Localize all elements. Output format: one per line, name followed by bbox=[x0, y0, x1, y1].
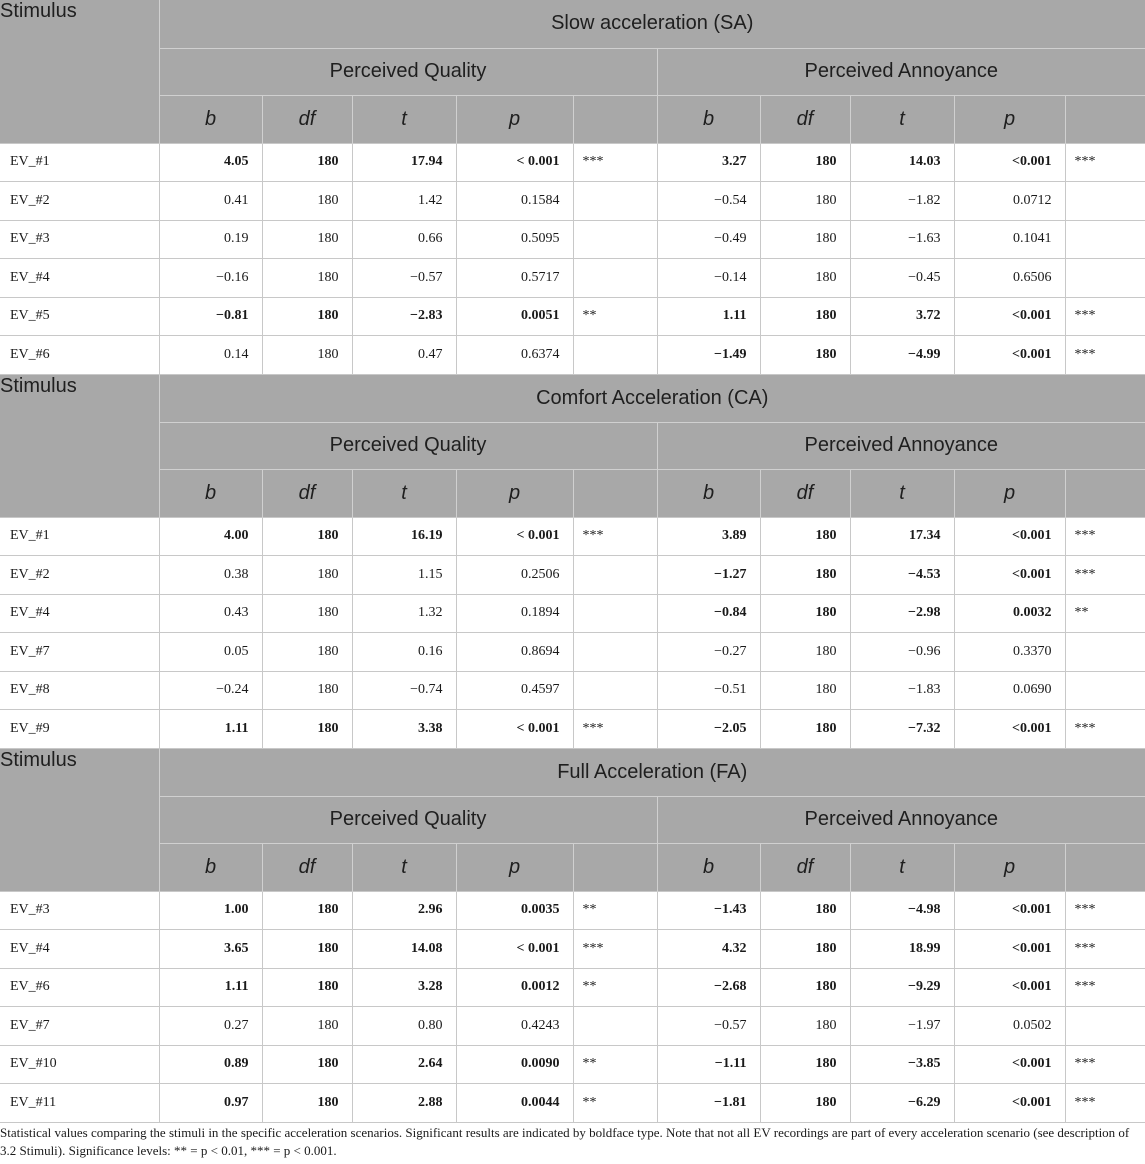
col-header-p: p bbox=[456, 843, 573, 891]
table-row bbox=[0, 143, 1145, 182]
pq-significance-cell: *** bbox=[573, 143, 657, 182]
pa-significance-cell: ** bbox=[1065, 594, 1145, 633]
pa-significance-cell: *** bbox=[1065, 710, 1145, 749]
perceived-quality-header: Perceived Quality bbox=[159, 422, 657, 469]
pq-t-cell: 14.08 bbox=[352, 930, 456, 969]
pa-significance-cell bbox=[1065, 259, 1145, 298]
pq-t-cell: 2.88 bbox=[352, 1084, 456, 1123]
pa-t-cell: −6.29 bbox=[850, 1084, 954, 1123]
col-header-p: p bbox=[954, 469, 1065, 517]
group-header-row bbox=[0, 796, 1145, 843]
pa-t-cell: 3.72 bbox=[850, 297, 954, 336]
pa-t-cell: −1.97 bbox=[850, 1007, 954, 1046]
pq-p-cell: 0.0012 bbox=[456, 968, 573, 1007]
group-header-row bbox=[0, 48, 1145, 95]
table-row bbox=[0, 930, 1145, 969]
pa-b-cell: −0.51 bbox=[657, 671, 760, 710]
group-header-row bbox=[0, 422, 1145, 469]
pq-significance-cell: ** bbox=[573, 891, 657, 930]
pa-b-cell: 3.27 bbox=[657, 143, 760, 182]
stimulus-header: Stimulus bbox=[0, 0, 159, 143]
pa-b-cell: −1.81 bbox=[657, 1084, 760, 1123]
pq-b-cell: −0.24 bbox=[159, 671, 262, 710]
pq-b-cell: 1.11 bbox=[159, 968, 262, 1007]
pa-b-cell: −0.27 bbox=[657, 633, 760, 672]
pa-p-cell: <0.001 bbox=[954, 517, 1065, 556]
table-row bbox=[0, 891, 1145, 930]
col-header-p: p bbox=[954, 95, 1065, 143]
pa-t-cell: −1.63 bbox=[850, 220, 954, 259]
stimulus-cell: EV_#8 bbox=[0, 671, 159, 710]
pq-b-cell: −0.81 bbox=[159, 297, 262, 336]
stimulus-cell: EV_#1 bbox=[0, 517, 159, 556]
col-header-significance bbox=[573, 843, 657, 891]
pa-significance-cell: *** bbox=[1065, 517, 1145, 556]
stimulus-cell: EV_#4 bbox=[0, 930, 159, 969]
pq-t-cell: 3.38 bbox=[352, 710, 456, 749]
pq-df-cell: 180 bbox=[262, 143, 352, 182]
pq-p-cell: 0.5095 bbox=[456, 220, 573, 259]
pq-df-cell: 180 bbox=[262, 968, 352, 1007]
table-row bbox=[0, 1045, 1145, 1084]
pq-p-cell: < 0.001 bbox=[456, 930, 573, 969]
pq-significance-cell bbox=[573, 556, 657, 595]
pq-df-cell: 180 bbox=[262, 1084, 352, 1123]
pa-p-cell: 0.3370 bbox=[954, 633, 1065, 672]
pq-t-cell: 0.16 bbox=[352, 633, 456, 672]
table-row bbox=[0, 1007, 1145, 1046]
stimulus-cell: EV_#7 bbox=[0, 633, 159, 672]
col-header-b: b bbox=[159, 95, 262, 143]
pa-p-cell: 0.6506 bbox=[954, 259, 1065, 298]
pa-p-cell: 0.0712 bbox=[954, 182, 1065, 221]
pq-t-cell: 16.19 bbox=[352, 517, 456, 556]
pa-t-cell: −3.85 bbox=[850, 1045, 954, 1084]
pq-significance-cell bbox=[573, 259, 657, 298]
col-header-b: b bbox=[159, 469, 262, 517]
col-header-significance bbox=[1065, 843, 1145, 891]
pq-b-cell: 3.65 bbox=[159, 930, 262, 969]
stimulus-cell: EV_#10 bbox=[0, 1045, 159, 1084]
col-header-p: p bbox=[456, 469, 573, 517]
col-header-significance bbox=[1065, 469, 1145, 517]
pa-significance-cell: *** bbox=[1065, 556, 1145, 595]
table-row bbox=[0, 259, 1145, 298]
pa-p-cell: 0.0690 bbox=[954, 671, 1065, 710]
pq-p-cell: 0.1584 bbox=[456, 182, 573, 221]
pa-t-cell: −1.82 bbox=[850, 182, 954, 221]
stimulus-cell: EV_#6 bbox=[0, 968, 159, 1007]
stimulus-cell: EV_#4 bbox=[0, 259, 159, 298]
table-row bbox=[0, 968, 1145, 1007]
stimulus-cell: EV_#3 bbox=[0, 220, 159, 259]
pq-df-cell: 180 bbox=[262, 259, 352, 298]
perceived-annoyance-header: Perceived Annoyance bbox=[657, 422, 1145, 469]
col-header-df: df bbox=[760, 469, 850, 517]
stimulus-cell: EV_#2 bbox=[0, 556, 159, 595]
section-header-row bbox=[0, 374, 1145, 422]
pa-t-cell: −2.98 bbox=[850, 594, 954, 633]
pq-t-cell: 1.42 bbox=[352, 182, 456, 221]
pa-significance-cell bbox=[1065, 182, 1145, 221]
stimulus-cell: EV_#11 bbox=[0, 1084, 159, 1123]
pq-significance-cell bbox=[573, 1007, 657, 1046]
stimulus-cell: EV_#2 bbox=[0, 182, 159, 221]
pa-b-cell: −0.84 bbox=[657, 594, 760, 633]
col-header-significance bbox=[573, 469, 657, 517]
pq-significance-cell: ** bbox=[573, 1045, 657, 1084]
pq-p-cell: 0.5717 bbox=[456, 259, 573, 298]
pq-b-cell: 0.97 bbox=[159, 1084, 262, 1123]
col-header-significance bbox=[1065, 95, 1145, 143]
column-header-row bbox=[0, 469, 1145, 517]
table-row bbox=[0, 336, 1145, 375]
pq-t-cell: 2.64 bbox=[352, 1045, 456, 1084]
col-header-df: df bbox=[760, 95, 850, 143]
pa-t-cell: −0.45 bbox=[850, 259, 954, 298]
pq-df-cell: 180 bbox=[262, 710, 352, 749]
col-header-df: df bbox=[262, 843, 352, 891]
pa-p-cell: <0.001 bbox=[954, 556, 1065, 595]
pa-b-cell: −2.05 bbox=[657, 710, 760, 749]
pa-b-cell: 3.89 bbox=[657, 517, 760, 556]
col-header-t: t bbox=[850, 95, 954, 143]
pq-p-cell: 0.0090 bbox=[456, 1045, 573, 1084]
col-header-t: t bbox=[352, 469, 456, 517]
pq-p-cell: < 0.001 bbox=[456, 710, 573, 749]
pa-significance-cell: *** bbox=[1065, 1084, 1145, 1123]
pa-significance-cell bbox=[1065, 1007, 1145, 1046]
pq-p-cell: < 0.001 bbox=[456, 517, 573, 556]
table-row bbox=[0, 517, 1145, 556]
pa-p-cell: <0.001 bbox=[954, 336, 1065, 375]
col-header-t: t bbox=[352, 843, 456, 891]
pq-significance-cell: *** bbox=[573, 710, 657, 749]
section-header-row bbox=[0, 748, 1145, 796]
pa-b-cell: −0.57 bbox=[657, 1007, 760, 1046]
pa-significance-cell bbox=[1065, 671, 1145, 710]
pq-significance-cell bbox=[573, 182, 657, 221]
pq-significance-cell bbox=[573, 594, 657, 633]
pq-df-cell: 180 bbox=[262, 633, 352, 672]
pq-b-cell: 0.14 bbox=[159, 336, 262, 375]
pq-p-cell: 0.8694 bbox=[456, 633, 573, 672]
col-header-t: t bbox=[850, 469, 954, 517]
pq-significance-cell bbox=[573, 336, 657, 375]
pq-p-cell: 0.4243 bbox=[456, 1007, 573, 1046]
pa-p-cell: 0.0032 bbox=[954, 594, 1065, 633]
pq-df-cell: 180 bbox=[262, 336, 352, 375]
table-row bbox=[0, 710, 1145, 749]
col-header-t: t bbox=[850, 843, 954, 891]
pa-t-cell: 14.03 bbox=[850, 143, 954, 182]
table-row bbox=[0, 671, 1145, 710]
pq-p-cell: 0.4597 bbox=[456, 671, 573, 710]
pa-t-cell: −4.98 bbox=[850, 891, 954, 930]
pa-p-cell: <0.001 bbox=[954, 710, 1065, 749]
pa-df-cell: 180 bbox=[760, 297, 850, 336]
pa-b-cell: 1.11 bbox=[657, 297, 760, 336]
col-header-df: df bbox=[262, 469, 352, 517]
pa-b-cell: −0.54 bbox=[657, 182, 760, 221]
col-header-b: b bbox=[657, 95, 760, 143]
pq-b-cell: 4.00 bbox=[159, 517, 262, 556]
pa-significance-cell: *** bbox=[1065, 297, 1145, 336]
col-header-df: df bbox=[760, 843, 850, 891]
scenario-title: Comfort Acceleration (CA) bbox=[159, 374, 1145, 422]
pa-b-cell: −0.14 bbox=[657, 259, 760, 298]
pa-b-cell: 4.32 bbox=[657, 930, 760, 969]
pq-b-cell: 0.38 bbox=[159, 556, 262, 595]
pq-t-cell: −0.74 bbox=[352, 671, 456, 710]
pa-df-cell: 180 bbox=[760, 891, 850, 930]
pq-df-cell: 180 bbox=[262, 182, 352, 221]
pq-significance-cell bbox=[573, 671, 657, 710]
pq-significance-cell: *** bbox=[573, 517, 657, 556]
pq-df-cell: 180 bbox=[262, 594, 352, 633]
pa-p-cell: <0.001 bbox=[954, 1084, 1065, 1123]
pq-b-cell: 4.05 bbox=[159, 143, 262, 182]
pa-significance-cell: *** bbox=[1065, 930, 1145, 969]
pq-p-cell: 0.0044 bbox=[456, 1084, 573, 1123]
pq-df-cell: 180 bbox=[262, 891, 352, 930]
pq-significance-cell: ** bbox=[573, 968, 657, 1007]
stimulus-cell: EV_#3 bbox=[0, 891, 159, 930]
table-row bbox=[0, 556, 1145, 595]
pq-t-cell: 0.66 bbox=[352, 220, 456, 259]
pq-b-cell: 0.27 bbox=[159, 1007, 262, 1046]
pq-p-cell: 0.6374 bbox=[456, 336, 573, 375]
pq-t-cell: 2.96 bbox=[352, 891, 456, 930]
stimulus-cell: EV_#5 bbox=[0, 297, 159, 336]
pa-df-cell: 180 bbox=[760, 1084, 850, 1123]
pa-t-cell: −1.83 bbox=[850, 671, 954, 710]
pa-df-cell: 180 bbox=[760, 517, 850, 556]
pq-t-cell: 0.80 bbox=[352, 1007, 456, 1046]
pq-df-cell: 180 bbox=[262, 297, 352, 336]
col-header-b: b bbox=[657, 843, 760, 891]
stimulus-cell: EV_#7 bbox=[0, 1007, 159, 1046]
pq-df-cell: 180 bbox=[262, 556, 352, 595]
pq-b-cell: 0.41 bbox=[159, 182, 262, 221]
table-row bbox=[0, 297, 1145, 336]
pa-significance-cell: *** bbox=[1065, 336, 1145, 375]
col-header-t: t bbox=[352, 95, 456, 143]
pa-p-cell: <0.001 bbox=[954, 143, 1065, 182]
pa-t-cell: −4.53 bbox=[850, 556, 954, 595]
pa-b-cell: −1.43 bbox=[657, 891, 760, 930]
table-row bbox=[0, 594, 1145, 633]
pa-b-cell: −1.11 bbox=[657, 1045, 760, 1084]
pa-b-cell: −1.27 bbox=[657, 556, 760, 595]
pa-t-cell: −7.32 bbox=[850, 710, 954, 749]
pq-p-cell: 0.0051 bbox=[456, 297, 573, 336]
pq-df-cell: 180 bbox=[262, 671, 352, 710]
pa-b-cell: −1.49 bbox=[657, 336, 760, 375]
pa-df-cell: 180 bbox=[760, 710, 850, 749]
stimulus-cell: EV_#4 bbox=[0, 594, 159, 633]
pq-p-cell: < 0.001 bbox=[456, 143, 573, 182]
pq-p-cell: 0.2506 bbox=[456, 556, 573, 595]
pa-df-cell: 180 bbox=[760, 556, 850, 595]
pa-df-cell: 180 bbox=[760, 220, 850, 259]
scenario-title: Full Acceleration (FA) bbox=[159, 748, 1145, 796]
pq-b-cell: 0.89 bbox=[159, 1045, 262, 1084]
pq-p-cell: 0.0035 bbox=[456, 891, 573, 930]
pq-significance-cell bbox=[573, 633, 657, 672]
col-header-p: p bbox=[954, 843, 1065, 891]
pa-significance-cell: *** bbox=[1065, 1045, 1145, 1084]
pa-b-cell: −0.49 bbox=[657, 220, 760, 259]
pa-significance-cell bbox=[1065, 220, 1145, 259]
pq-df-cell: 180 bbox=[262, 517, 352, 556]
pa-significance-cell: *** bbox=[1065, 891, 1145, 930]
pa-df-cell: 180 bbox=[760, 336, 850, 375]
stimulus-header: Stimulus bbox=[0, 374, 159, 517]
pq-t-cell: 1.32 bbox=[352, 594, 456, 633]
pq-b-cell: 1.11 bbox=[159, 710, 262, 749]
pq-df-cell: 180 bbox=[262, 220, 352, 259]
pq-significance-cell: ** bbox=[573, 297, 657, 336]
pa-significance-cell: *** bbox=[1065, 143, 1145, 182]
pq-p-cell: 0.1894 bbox=[456, 594, 573, 633]
pa-p-cell: <0.001 bbox=[954, 891, 1065, 930]
pa-df-cell: 180 bbox=[760, 930, 850, 969]
perceived-quality-header: Perceived Quality bbox=[159, 48, 657, 95]
pq-t-cell: 1.15 bbox=[352, 556, 456, 595]
pq-t-cell: 17.94 bbox=[352, 143, 456, 182]
pa-df-cell: 180 bbox=[760, 259, 850, 298]
pq-t-cell: 3.28 bbox=[352, 968, 456, 1007]
pq-significance-cell bbox=[573, 220, 657, 259]
pa-significance-cell: *** bbox=[1065, 968, 1145, 1007]
pa-p-cell: <0.001 bbox=[954, 297, 1065, 336]
col-header-df: df bbox=[262, 95, 352, 143]
pa-df-cell: 180 bbox=[760, 594, 850, 633]
pq-df-cell: 180 bbox=[262, 930, 352, 969]
pq-b-cell: −0.16 bbox=[159, 259, 262, 298]
pq-b-cell: 0.05 bbox=[159, 633, 262, 672]
pa-df-cell: 180 bbox=[760, 968, 850, 1007]
table-row bbox=[0, 633, 1145, 672]
pa-df-cell: 180 bbox=[760, 671, 850, 710]
table-row bbox=[0, 1084, 1145, 1123]
perceived-annoyance-header: Perceived Annoyance bbox=[657, 796, 1145, 843]
pq-significance-cell: *** bbox=[573, 930, 657, 969]
table-footnote: Statistical values comparing the stimuli in the specific acceleration scenarios. Significant results are indicated by boldface type. Note that not all EV recordings are part of every acceleration scenario (see description of 3.2 Stimuli). Significance levels: ** = p < 0.01, *** = p < 0.001. bbox=[0, 1125, 1130, 1158]
col-header-p: p bbox=[456, 95, 573, 143]
col-header-significance bbox=[573, 95, 657, 143]
perceived-quality-header: Perceived Quality bbox=[159, 796, 657, 843]
pa-t-cell: −9.29 bbox=[850, 968, 954, 1007]
pq-b-cell: 0.19 bbox=[159, 220, 262, 259]
pa-t-cell: 17.34 bbox=[850, 517, 954, 556]
perceived-annoyance-header: Perceived Annoyance bbox=[657, 48, 1145, 95]
pa-p-cell: 0.1041 bbox=[954, 220, 1065, 259]
pa-df-cell: 180 bbox=[760, 1007, 850, 1046]
pa-p-cell: <0.001 bbox=[954, 930, 1065, 969]
column-header-row bbox=[0, 843, 1145, 891]
stimulus-header: Stimulus bbox=[0, 748, 159, 891]
pq-t-cell: −0.57 bbox=[352, 259, 456, 298]
pa-p-cell: <0.001 bbox=[954, 968, 1065, 1007]
pa-p-cell: 0.0502 bbox=[954, 1007, 1065, 1046]
pa-p-cell: <0.001 bbox=[954, 1045, 1065, 1084]
pq-significance-cell: ** bbox=[573, 1084, 657, 1123]
column-header-row bbox=[0, 95, 1145, 143]
pa-significance-cell bbox=[1065, 633, 1145, 672]
scenario-title: Slow acceleration (SA) bbox=[159, 0, 1145, 48]
pa-t-cell: −0.96 bbox=[850, 633, 954, 672]
pa-df-cell: 180 bbox=[760, 633, 850, 672]
pq-t-cell: −2.83 bbox=[352, 297, 456, 336]
section-header-row bbox=[0, 0, 1145, 48]
stimulus-cell: EV_#6 bbox=[0, 336, 159, 375]
col-header-b: b bbox=[159, 843, 262, 891]
pa-df-cell: 180 bbox=[760, 1045, 850, 1084]
pa-df-cell: 180 bbox=[760, 182, 850, 221]
pa-df-cell: 180 bbox=[760, 143, 850, 182]
col-header-b: b bbox=[657, 469, 760, 517]
pq-b-cell: 0.43 bbox=[159, 594, 262, 633]
pq-df-cell: 180 bbox=[262, 1007, 352, 1046]
stimulus-cell: EV_#9 bbox=[0, 710, 159, 749]
pa-t-cell: −4.99 bbox=[850, 336, 954, 375]
pa-t-cell: 18.99 bbox=[850, 930, 954, 969]
table-row bbox=[0, 182, 1145, 221]
pq-df-cell: 180 bbox=[262, 1045, 352, 1084]
pq-b-cell: 1.00 bbox=[159, 891, 262, 930]
pq-t-cell: 0.47 bbox=[352, 336, 456, 375]
stimulus-cell: EV_#1 bbox=[0, 143, 159, 182]
pa-b-cell: −2.68 bbox=[657, 968, 760, 1007]
table-row bbox=[0, 220, 1145, 259]
